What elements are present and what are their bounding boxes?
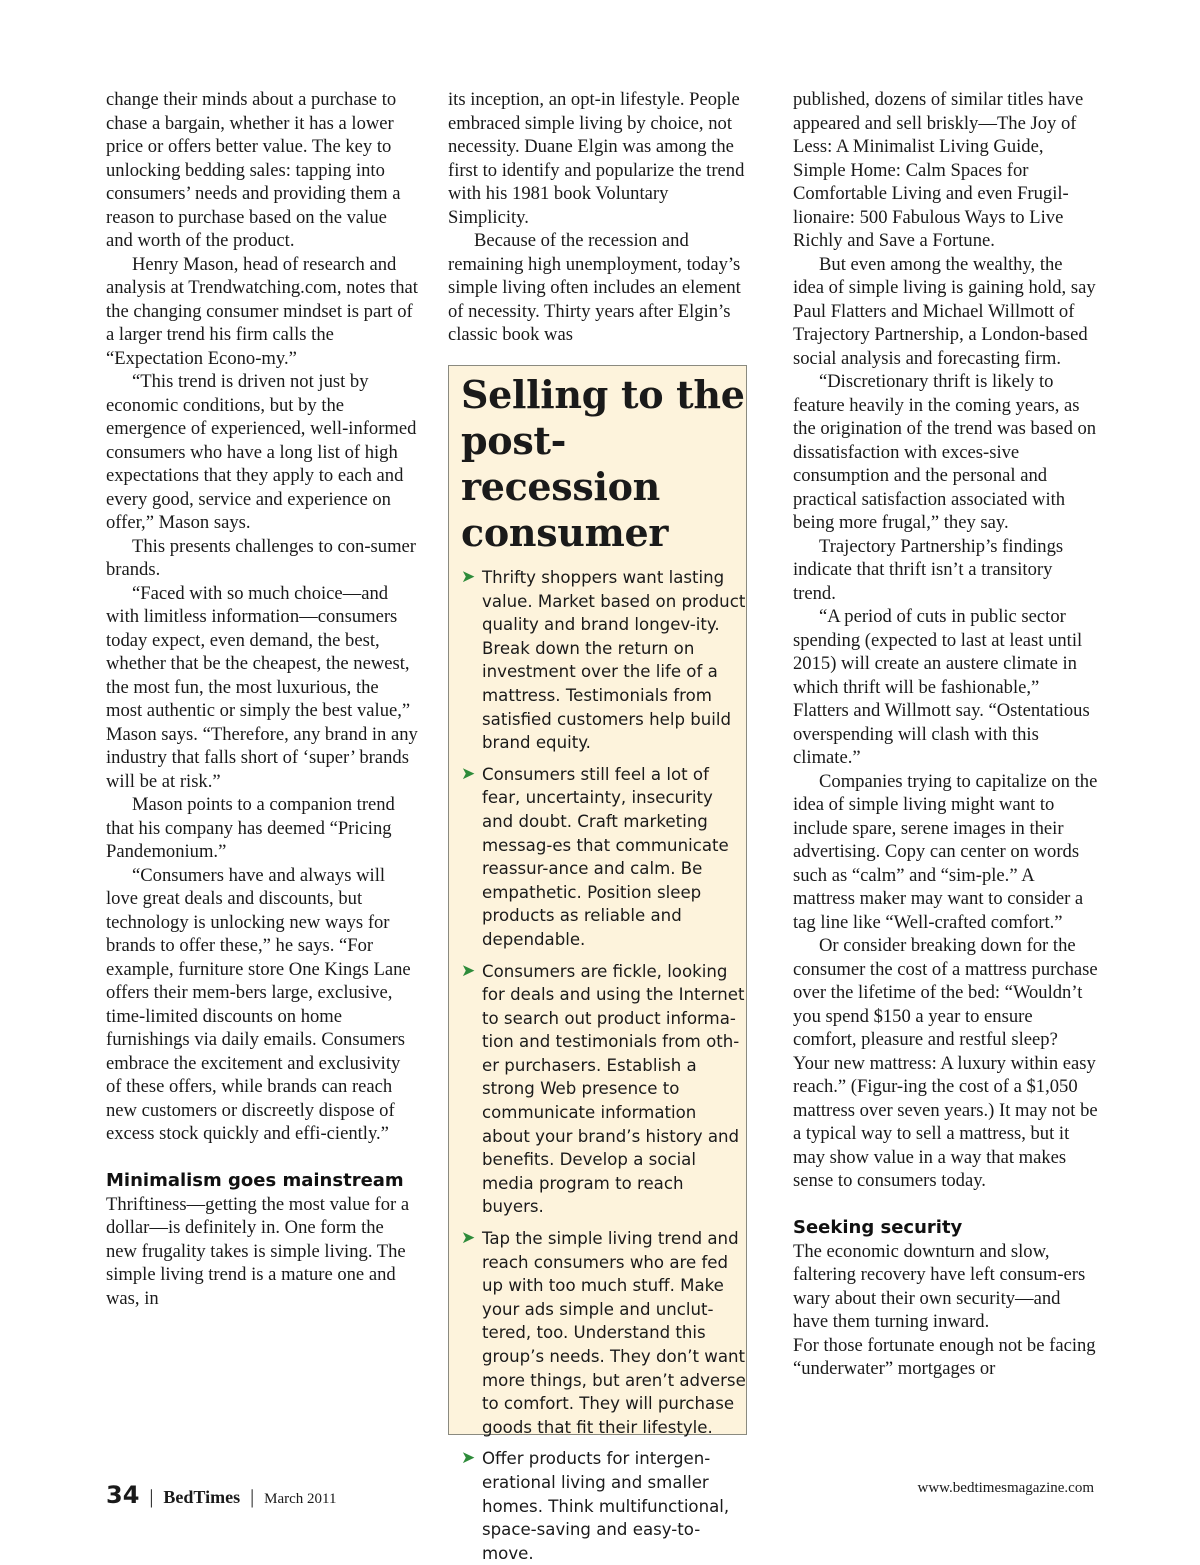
sidebar-tip-text: Consumers are fickle, looking for deals and using the Internet to search out product informa-tion and testimonials from oth-er purchasers. Establish a strong Web presence to communicate information about your brand’s history and benefits. Develop a social media program to reach buyers.: [482, 961, 745, 1217]
section-heading-seeking-security: Seeking security: [793, 1217, 963, 1238]
sidebar-tip-item: [461, 763, 746, 952]
article-paragraph: Companies trying to capitalize on the idea of simple living might want to include spare, serene images in their advertising. Copy can center on words such as “calm” and “sim-ple.” A mattress maker may want to consider a tag line like “Well-crafted comfort.”: [793, 770, 1098, 933]
sidebar-box: [448, 365, 747, 1563]
website-url: www.bedtimesmagazine.com: [917, 1480, 1094, 1496]
article-paragraph: Thriftiness—getting the most value for a dollar—is definitely in. One form the new frugality takes is simple living. The simple living trend is a mature one and was, in: [106, 1193, 410, 1309]
page-footer: [106, 1481, 336, 1509]
sidebar-tip-item: [461, 960, 746, 1220]
article-paragraph: Mason points to a companion trend that his company has deemed “Pricing Pandemonium.”: [106, 794, 395, 862]
footer-separator: |: [149, 1486, 154, 1508]
section-heading-minimalism: Minimalism goes mainstream: [106, 1170, 404, 1191]
article-paragraph: “Discretionary thrift is likely to feature heavily in the coming years, as the origination of the trend was based on dissatisfaction with exces-sive consumption and the personal and practical satisfaction associated with being more frugal,” they say.: [793, 371, 1097, 533]
sidebar-tip-text: Consumers still feel a lot of fear, uncertainty, insecurity and doubt. Craft marketing messag-es that communicate reassur-ance and calm. Be empathetic. Position sleep products as reliable and dependable.: [482, 764, 729, 949]
sidebar-tip-item: [461, 566, 746, 755]
col1-paragraphs: [106, 88, 418, 1146]
article-paragraph: “A period of cuts in public sector spending (expected to last at least until 2015) will create an austere climate in which thrift will be fashionable,” Flatters and Willmott say. “Ostentatious overspending will clash with this climate.”: [793, 606, 1090, 768]
article-paragraph: “Faced with so much choice—and with limitless information—consumers today expect, even demand, the best, whether that be the cheapest, the newest, the most fun, the most luxurious, the most authentic or simply the best value,” Mason says. “Therefore, any brand in any industry that falls short of ‘super’ brands will be at risk.”: [106, 582, 418, 792]
arrow-bullet-icon: ➤: [461, 567, 476, 587]
sidebar-tip-item: [461, 1227, 746, 1439]
col3-paragraphs: [793, 88, 1098, 1193]
sidebar-title: Selling to the post-recession consumer: [461, 372, 745, 555]
article-paragraph: But even among the wealthy, the idea of simple living is gaining hold, say Paul Flatters and Michael Willmott of Trajectory Partnership, a London-based social analysis and forecasting firm.: [793, 253, 1096, 369]
page-number: 34: [106, 1481, 140, 1509]
article-paragraph: This presents challenges to con-sumer brands.: [106, 535, 416, 580]
article-paragraph: The economic downturn and slow, faltering recovery have left consum-ers wary about their own security—and have them turning inward.: [793, 1240, 1086, 1332]
arrow-bullet-icon: ➤: [461, 960, 476, 981]
arrow-bullet-icon: ➤: [461, 1228, 476, 1249]
article-paragraph: For those fortunate enough not be facing “underwater” mortgages or: [793, 1334, 1096, 1379]
sidebar-tip-item: [461, 1447, 746, 1565]
article-paragraph: “Consumers have and always will love great deals and discounts, but technology is unlocking new ways for brands to offer these,” he says. “For example, furniture store One Kings Lane offers their mem-bers large, exclusive, time-limited discounts on home furnishings via daily emails. Consumers embrace the excitement and exclusivity of these offers, while brands can reach new customers or discreetly dispose of excess stock quickly and effi-ciently.”: [106, 864, 411, 1144]
col2-paragraphs: [448, 88, 748, 347]
sidebar-tip-text: Offer products for intergen-erational living and smaller homes. Think multifunctional, space-saving and easy-to-move.: [482, 1449, 730, 1563]
article-paragraph: Or consider breaking down for the consumer the cost of a mattress purchase over the lifetime of the bed: “Wouldn’t you spend $150 a year to ensure comfort, pleasure and restful sleep? Your new mattress: A luxury within easy reach.” (Figur-ing the cost of a $1,050 mattress over seven years.) It may not be a typical way to sell a mattress, but it may show value in a way that makes sense to consumers today.: [793, 935, 1098, 1191]
sidebar-tip-text: Tap the simple living trend and reach consumers who are fed up with too much stuff. Make your ads simple and unclut-tered, too. Understand this group’s needs. They don’t want more things, but aren’t adverse to comfort. They will purchase goods that fit their lifestyle.: [482, 1229, 746, 1437]
article-paragraph: its inception, an opt-in lifestyle. People embraced simple living by choice, not necessity. Duane Elgin was among the first to identify and popularize the trend with his 1981 book Voluntary Simplicity.: [448, 89, 745, 228]
article-column-3: [793, 88, 1098, 1381]
article-paragraph: Because of the recession and remaining high unemployment, today’s simple living often includes an element of necessity. Thirty years after Elgin’s classic book was: [448, 230, 741, 345]
sidebar-tip-text: Thrifty shoppers want lasting value. Market based on product quality and brand longev-ity. Break down the return on investment over the life of a mattress. Testimonials from satisfied customers help build brand equity.: [482, 568, 746, 753]
article-paragraph: published, dozens of similar titles have appeared and sell briskly—The Joy of Less: A Minimalist Living Guide, Simple Home: Calm Spaces for Comfortable Living and even Frugil-lionaire: 500 Fabulous Ways to Live Richly and Save a Fortune.: [793, 89, 1084, 251]
article-paragraph: Trajectory Partnership’s findings indicate that thrift isn’t a transitory trend.: [793, 535, 1064, 604]
footer-separator: |: [250, 1486, 255, 1508]
magazine-name: BedTimes: [163, 1487, 241, 1507]
article-paragraph: Henry Mason, head of research and analysis at Trendwatching.com, notes that the changing consumer mindset is part of a larger trend his firm calls the “Expectation Econo-my.”: [106, 253, 418, 369]
sidebar-tips-list: [461, 566, 746, 1565]
arrow-bullet-icon: ➤: [461, 1448, 476, 1469]
issue-date: March 2011: [264, 1491, 337, 1507]
article-paragraph: “This trend is driven not just by economic conditions, but by the emergence of experienced, well-informed consumers who have a long list of high expectations that they apply to each and every good, service and experience on offer,” Mason says.: [106, 371, 417, 533]
article-paragraph: change their minds about a purchase to chase a bargain, whether it has a lower price or offers better value. The key to unlocking bedding sales: tapping into consumers’ needs and providing them a reason to purchase based on the value and worth of the product.: [106, 89, 401, 251]
article-column-1: [106, 88, 418, 1310]
article-column-2: [448, 88, 748, 347]
arrow-bullet-icon: ➤: [461, 763, 476, 784]
